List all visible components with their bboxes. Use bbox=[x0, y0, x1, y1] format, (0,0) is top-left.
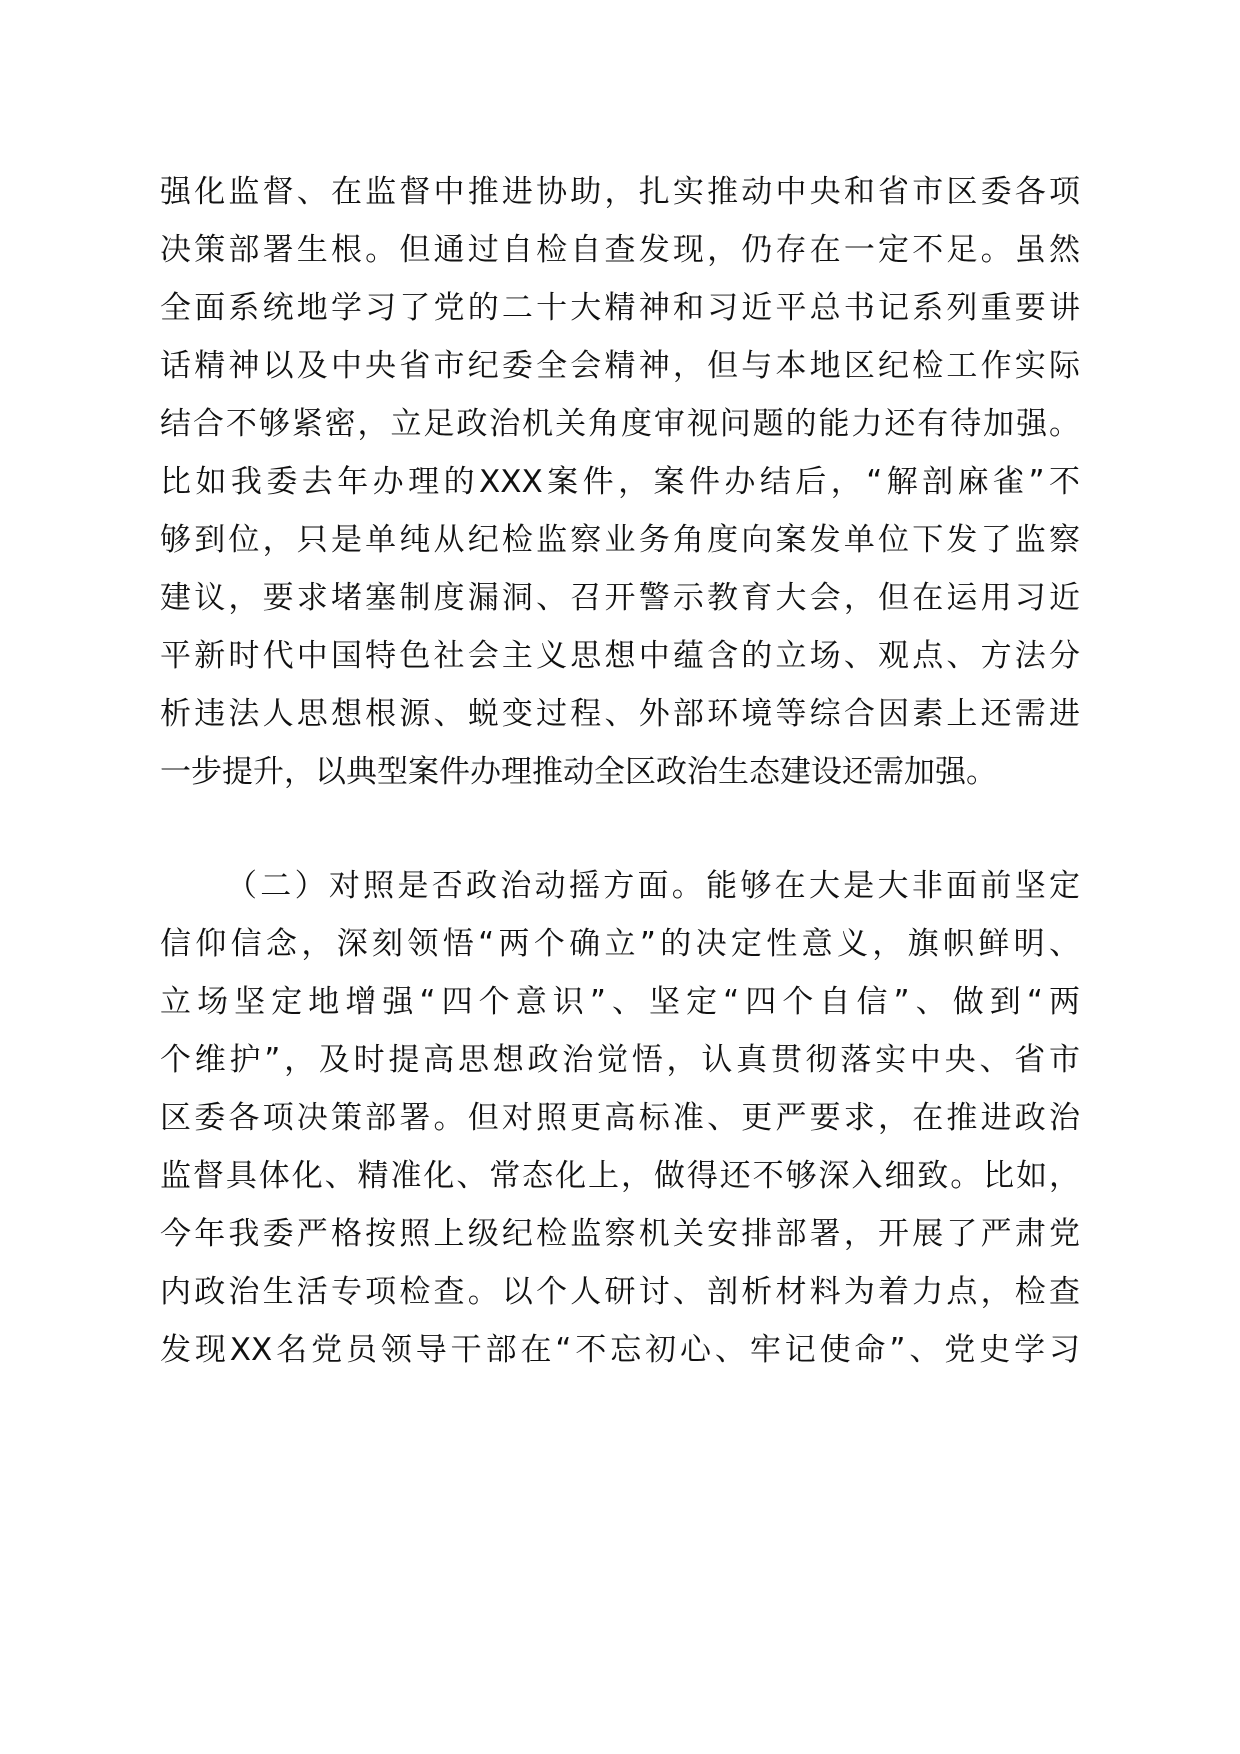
paragraph-line: 内政治生活专项检查。以个人研讨、剖析材料为着力点，检查 bbox=[160, 1274, 1080, 1310]
paragraph-line: 结合不够紧密，立足政治机关角度审视问题的能力还有待加强。 bbox=[160, 406, 1080, 442]
paragraph-line: 今年我委严格按照上级纪检监察机关安排部署，开展了严肃党 bbox=[160, 1216, 1080, 1252]
paragraph-line: 建议，要求堵塞制度漏洞、召开警示教育大会，但在运用习近 bbox=[160, 580, 1080, 616]
paragraph-line: （二）对照是否政治动摇方面。能够在大是大非面前坚定 bbox=[226, 868, 1080, 904]
paragraph-line: 全面系统地学习了党的二十大精神和习近平总书记系列重要讲 bbox=[160, 290, 1080, 326]
paragraph-line: 话精神以及中央省市纪委全会精神，但与本地区纪检工作实际 bbox=[160, 348, 1080, 384]
paragraph-line: 立场坚定地增强“四个意识”、坚定“四个自信”、做到“两 bbox=[160, 984, 1080, 1020]
paragraph-line: 一步提升，以典型案件办理推动全区政治生态建设还需加强。 bbox=[160, 754, 997, 790]
paragraph-line: 信仰信念，深刻领悟“两个确立”的决定性意义，旗帜鲜明、 bbox=[160, 926, 1080, 962]
paragraph-line: 平新时代中国特色社会主义思想中蕴含的立场、观点、方法分 bbox=[160, 638, 1080, 674]
paragraph-line: 个维护”，及时提高思想政治觉悟，认真贯彻落实中央、省市 bbox=[160, 1042, 1080, 1078]
paragraph-line: 强化监督、在监督中推进协助，扎实推动中央和省市区委各项 bbox=[160, 174, 1080, 210]
paragraph-line: 监督具体化、精准化、常态化上，做得还不够深入细致。比如， bbox=[160, 1158, 1080, 1194]
paragraph-line: 够到位，只是单纯从纪检监察业务角度向案发单位下发了监察 bbox=[160, 522, 1080, 558]
paragraph-line: 发现XX名党员领导干部在“不忘初心、牢记使命”、党史学习 bbox=[160, 1332, 1080, 1368]
paragraph-line: 区委各项决策部署。但对照更高标准、更严要求，在推进政治 bbox=[160, 1100, 1080, 1136]
paragraph-line: 比如我委去年办理的XXX案件，案件办结后，“解剖麻雀”不 bbox=[160, 464, 1080, 500]
paragraph-line: 决策部署生根。但通过自检自查发现，仍存在一定不足。虽然 bbox=[160, 232, 1080, 268]
paragraph-line: 析违法人思想根源、蜕变过程、外部环境等综合因素上还需进 bbox=[160, 696, 1080, 732]
